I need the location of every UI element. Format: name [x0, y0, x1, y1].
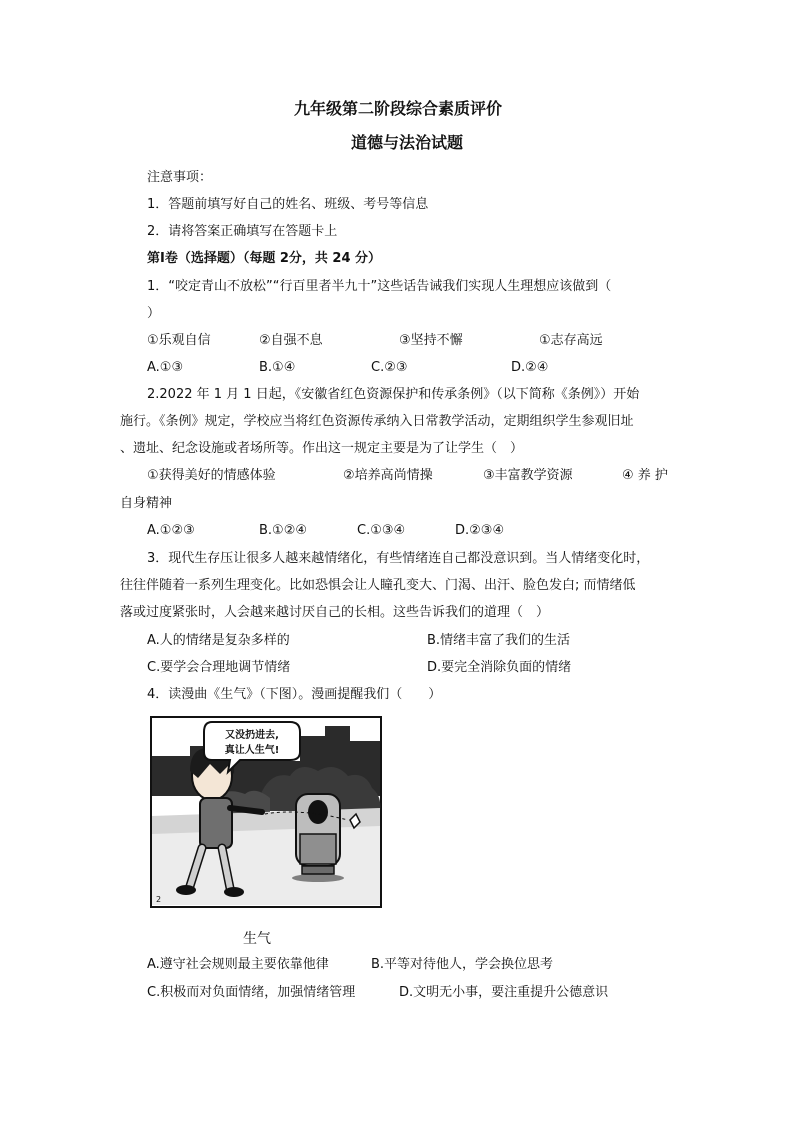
speech-line-2: 真让人生气! — [224, 745, 280, 756]
notice-item-2: 2．请将答案正确填写在答题卡上 — [147, 224, 338, 239]
q1-statement-1: ①乐观自信 — [147, 333, 211, 348]
q3-option-b: B.情绪丰富了我们的生活 — [427, 633, 571, 648]
page-title: 九年级第二阶段综合素质评价 — [294, 99, 503, 118]
q1-option-a: A.①③ — [147, 360, 184, 375]
section-heading: 第Ⅰ卷（选择题）（每题 2分，共 24 分） — [147, 251, 382, 266]
q1-statement-3: ③坚持不懈 — [399, 333, 463, 348]
q1-option-c: C.②③ — [371, 360, 408, 375]
q3-option-a: A.人的情绪是复杂多样的 — [147, 633, 290, 648]
q2-option-c: C.①③④ — [357, 523, 406, 538]
q3-option-d: D.要完全消除负面的情绪 — [427, 660, 572, 675]
q2-option-b: B.①②④ — [259, 523, 308, 538]
q1-option-d: D.②④ — [511, 360, 549, 375]
q1-stem-line2: ） — [147, 306, 161, 321]
notice-heading: 注意事项： — [147, 170, 213, 185]
q3-option-c: C.要学会合理地调节情绪 — [147, 660, 291, 675]
q2-statement-3: ③丰富教学资源 — [483, 468, 573, 483]
q4-stem: 4．读漫曲《生气》（下图）。漫画提醒我们（ ） — [147, 687, 442, 702]
q2-statement-1: ①获得美好的情感体验 — [147, 468, 276, 483]
notice-item-1: 1．答题前填写好自己的姓名、班级、考号等信息 — [147, 197, 429, 212]
comic-page-number: 2 — [156, 895, 162, 904]
q1-option-b: B.①④ — [259, 360, 296, 375]
q2-stem-line3: 、遗址、纪念设施或者场所等。作出这一规定主要是为了让学生（ ） — [120, 441, 524, 456]
q1-statement-4: ①志存高远 — [539, 333, 603, 348]
q4-option-d: D.文明无小事，要注重提升公德意识 — [399, 985, 609, 1000]
q2-statement-2: ②培养高尚情操 — [343, 468, 433, 483]
q4-option-a: A.遵守社会规则最主要依靠他律 — [147, 957, 329, 972]
page-subtitle: 道德与法治试题 — [351, 133, 464, 152]
speech-line-1: 又没扔进去, — [225, 730, 279, 741]
q2-option-a: A.①②③ — [147, 523, 195, 538]
q3-stem-line3: 落或过度紧张时，人会越来越讨厌自己的长相。这些告诉我们的道理（ ） — [120, 605, 550, 620]
q2-option-d: D.②③④ — [455, 523, 505, 538]
q4-option-c: C.积极而对负面情绪，加强情绪管理 — [147, 985, 356, 1000]
q3-stem-line2: 往往伴随着一系列生理变化。比如恐惧会让人瞳孔变大、门渴、出汗、脸色发白; 而情绪低 — [120, 578, 636, 593]
q1-stem-line1: 1．“咬定青山不放松”“行百里者半九十”这些话告诫我们实现人生理想应该做到（ — [147, 279, 612, 294]
comic-caption: 生气 — [243, 931, 271, 947]
q2-statement-cont: 自身精神 — [120, 496, 173, 511]
q4-option-b: B.平等对待他人，学会换位思考 — [371, 957, 554, 972]
q1-statement-2: ②自强不息 — [259, 333, 323, 348]
q2-statement-4: ④ 养 护 — [622, 468, 668, 483]
q3-stem-line1: 3．现代生存压让很多人越来越情绪化，有些情绪连自己都没意识到。当人情绪变化时， — [147, 551, 650, 566]
q2-stem-line2: 施行。《条例》规定，学校应当将红色资源传承纳入日常教学活动，定期组织学生参观旧址 — [120, 414, 634, 429]
comic-illustration — [150, 716, 382, 908]
q2-stem-line1: 2.2022 年 1 月 1 日起，《安徽省红色资源保护和传承条例》（以下简称《条例》）开始 — [147, 387, 640, 402]
